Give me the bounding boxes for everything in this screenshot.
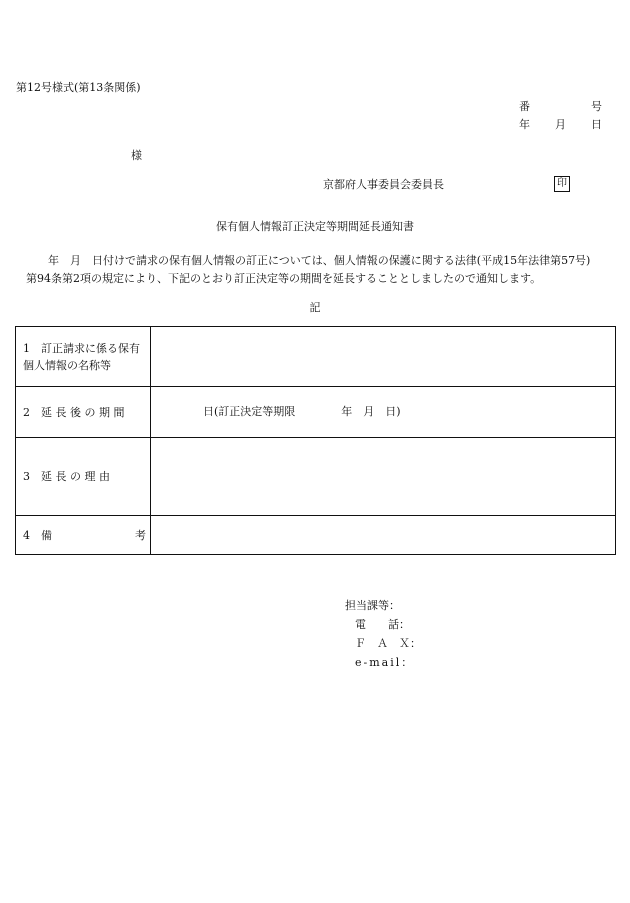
table-row-period bbox=[16, 387, 616, 438]
notice-body-text: 年 月 日付けで請求の保有個人情報の訂正については、個人情報の保護に関する法律(平成15年法律第57号)第94条第2項の規定により、下記のとおり訂正決定等の期間を延長することとしましたので通知します。 bbox=[26, 254, 591, 285]
remarks-label-right: 考 bbox=[135, 528, 146, 542]
sender-title: 京都府人事委員会委員長 bbox=[323, 178, 444, 191]
extended-deadline-date: 年 月 日) bbox=[341, 405, 401, 419]
document-date-label: 年 月 日 bbox=[519, 118, 602, 131]
row-label-period: 2 延 長 後 の 期 間 bbox=[16, 387, 151, 438]
row-label-remarks bbox=[16, 516, 151, 555]
contact-block bbox=[345, 596, 421, 672]
table-row-reason bbox=[16, 438, 616, 516]
table-row-name bbox=[16, 327, 616, 387]
addressee-honorific: 様 bbox=[131, 149, 142, 162]
row-label-reason: 3 延 長 の 理 由 bbox=[16, 438, 151, 516]
row-value-reason bbox=[151, 438, 616, 516]
contact-department: 担当課等： bbox=[345, 599, 400, 612]
row-label-name: 1 訂正請求に係る保有個人情報の名称等 bbox=[16, 327, 151, 387]
remarks-label-left: 4 備 bbox=[23, 528, 52, 542]
document-title: 保有個人情報訂正決定等期間延長通知書 bbox=[216, 220, 414, 233]
contact-fax: Ｆ Ａ Ｘ： bbox=[355, 637, 421, 650]
row-value-remarks bbox=[151, 516, 616, 555]
row-value-name bbox=[151, 327, 616, 387]
row-value-period bbox=[151, 387, 616, 438]
table-row-remarks bbox=[16, 516, 616, 555]
seal-mark: 印 bbox=[554, 176, 570, 192]
extended-deadline-text: 日(訂正決定等期限 bbox=[203, 405, 296, 419]
document-number-label: 番 号 bbox=[519, 100, 602, 113]
form-number-label: 第12号様式(第13条関係) bbox=[16, 81, 141, 94]
contact-phone: 電 話： bbox=[355, 618, 410, 631]
details-table bbox=[15, 326, 616, 555]
contact-email: e-mail： bbox=[355, 656, 415, 669]
ki-heading: 記 bbox=[309, 301, 321, 314]
